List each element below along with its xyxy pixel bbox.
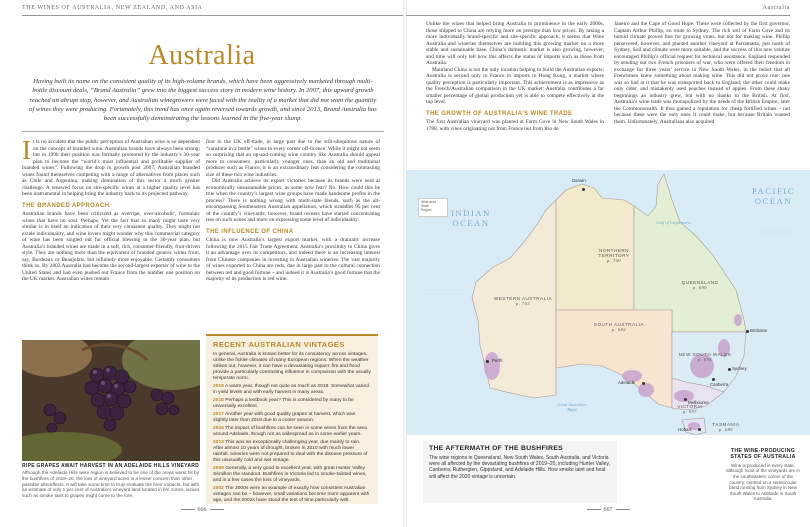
body-paragraph: Janeiro and the Cape of Good Hope. These were collected by the first governor, Captain Arthur Phillip, en route to Sydney. The rich soil of Farm Cove and its humid climate proved fine for growing vines, but not for making wine. Phillip persevered, however, and planted another vineyard at Parramatta, just north of Sydney. Soil and climate were more suitable, and the success of this new venture encouraged Phillip’s official request for technical assistance. England responded by sending out two French prisoners of war, who were offered their freedom in exchange for three years’ service in New South Wales, in the belief that all Frenchmen knew something about making wine. This did not prove true: one was so bad at it that he was transported back to England; the other could make only cider, and mistakenly used peaches instead of apples. From these shaky beginnings an industry grew, but with no thanks to the British. At first, Australia’s wine trade was monopolized by the needs of the British Empire, later the Commonwealth. It thus gained a reputation for cheap fortified wines – not because these were the only ones it could make, but because Britain wanted them. Unfortunately, Australians also acquired <box>614 21 790 125</box>
subheading-growth: THE GROWTH OF AUSTRALIA’S WINE TRADE <box>426 110 573 117</box>
running-head: THE WINES OF AUSTRALIA, NEW ZEALAND, AND ASIA <box>22 5 203 11</box>
left-column-1 <box>22 135 200 283</box>
running-head: Australia <box>762 5 790 11</box>
map-legend <box>418 198 448 217</box>
vintages-sidebar <box>206 334 378 504</box>
city-sydney: Sydney <box>732 366 747 371</box>
legend-item: State <box>421 204 429 208</box>
photo-caption-title: RIPE GRAPES AWAIT HARVEST IN AN ADELAIDE HILLS VINEYARD <box>22 463 200 469</box>
vineyard-grapes-photo <box>22 340 200 461</box>
legend-title: Wine area <box>421 200 437 204</box>
vintage-item <box>213 412 371 424</box>
vintage-item <box>213 384 371 396</box>
body-paragraph: Australian brands have been criticized as overripe, over-alcoholic, formulaic wines that have no soul. Perhaps. Yet the fact that so many might taste very similar is in itself an indication of their very consistent quality. They might not exude individuality, and wine lovers might wonder why this commercial category of wine has been singled out for official blessing in the 30-year plan, but Australia’s branded wines are made in a soft, rich, consumer-friendly, fruit-driven style. They are nothing more than the equivalent of branded generic wines from, say, Bordeaux or Beaujolais, but infinitely more enjoyable. Certainly consumers think so. By 2003 Australia had become the second-largest exporter of wine to the United States and had even pushed out France from the number one position on the UK market. Australian wines remain <box>22 211 200 282</box>
region-label-wa: WESTERN AUSTRALIA p. 703 <box>493 296 553 306</box>
vintage-year: 2017 <box>213 412 224 417</box>
bushfires-text: The wine regions in Queensland, New South Wales, South Australia, and Victoria were all affected by the devastating bushfires of 2019–20, including Hunter Valley, Canberra, Rutherglen, Gippsland, and Adelaide Hills. How smoke taint and heat will affect the 2020 vintage is uncertain. <box>429 455 610 480</box>
body-paragraph: first in the UK off-trade, in large part due to the still-ubiquitous nature of “sunshine in a bottle” wines in every corner off-licence. While it might not seem so surprising that an up-and-coming wine country like Australia should appeal more to consumers, particularly younger ones, than an old and traditional producer such as France, it is an extraordinary feat considering the contrasting size of these two wine industries. <box>206 139 380 178</box>
subheading-china: THE INFLUENCE OF CHINA <box>206 228 294 235</box>
city-dot <box>486 360 489 363</box>
vintages-title: RECENT AUSTRALIAN VINTAGES <box>213 340 345 349</box>
body-paragraph: t is no accident that the public perception of Australian wine is so dependent on the concept of branded wine. Australian brands have always been strong; but in 1996 their position was formally promoted by the industry’s 30-year plan to become the “world’s most influential and profitable supplier of branded wines”. Following the drop in growth post 2007, Australian branded wines found themselves competing with a range of alternatives from places such as Chile and Argentina, making domination of this sector a much greater challenge. A renewed focus on site-specific wines at a higher quality level has been instrumental in helping bring the industry back to its projected pathway. <box>22 139 200 197</box>
right-column-1 <box>426 21 604 132</box>
city-dot <box>712 378 715 381</box>
region-label-qld: QUEENSLAND p. 699 <box>681 280 719 290</box>
vintage-year: 2018 <box>213 398 224 403</box>
vintage-text: A warm year, though not quite as much as 2018. Somewhat varied in yield levels and with early harvest in many areas. <box>213 384 369 395</box>
body-paragraph: Mainland China is not the only location helping to build the Australian exports: Australia is second only to France in imports to Hong Kong, a market where quality perception is particularly important. This achievement is as impressive as the French/Australian comparison in the UK market: Australia contributes a far smaller percentage of global production yet is able to compete effectively at the top level. <box>426 66 604 105</box>
city-dot <box>684 398 687 401</box>
header-rule <box>22 15 404 16</box>
legend-item: Region <box>421 208 432 212</box>
subheading-branded: THE BRANDED APPROACH <box>22 202 110 209</box>
body-paragraph: Unlike the wines that helped bring Australia to prominence in the early 2000s, those shipped to China are relying more on prestige than low prices. By taking a more individually brand-specific and site-specific approach, it seems that Wine Australia and wineries themselves are building this growing market on a more stable and sustainable base. China’s domestic market is also growing, however, and time will only tell how this affects the status of imports such as those from Australia. <box>426 21 604 66</box>
city-brisbane: Brisbane <box>750 328 768 333</box>
drop-cap: I <box>22 135 31 165</box>
city-dot <box>698 428 701 431</box>
pacific-ocean-label: PACIFIC OCEAN <box>751 186 795 206</box>
left-page <box>0 0 404 527</box>
indian-ocean-label: INDIAN OCEAN <box>451 208 491 228</box>
bight-label: Great Australian Bight <box>557 402 587 412</box>
vintage-text: Generally, a very good to excellent year, with great Hunter Valley Sémillon the standout. Bushfires in Victoria led to smoke-tainted wines, and in a few cases the loss of vineyards. <box>213 466 367 483</box>
wine-states-title: THE WINE-PRODUCING STATES OF AUSTRALIA <box>730 448 796 461</box>
city-hobart: Hobart <box>678 427 692 432</box>
region-northern-territory <box>556 184 634 310</box>
wine-states-caption <box>726 448 800 502</box>
city-canberra: Canberra <box>710 382 729 387</box>
photo-caption: Although the Adelaide Hills were region is believed to be one of the areas worst hit by the bushfires of 2019–20, the loss of vineyard acres is a lesser concern than other possible aftereffects. It will take some time to truly evaluate the fires’ impacts, but with an estimate of only 1 per cent of Australia’s vineyard land located in fire zones, issues such as smoke taint to grapes might come to the fore. <box>22 470 200 499</box>
city-melbourne: Melbourne <box>688 400 709 405</box>
city-adelaide: Adelaide <box>618 380 636 385</box>
city-dot <box>728 368 731 371</box>
header-rule <box>406 15 790 16</box>
body-paragraph: The first Australian vineyard was planted at Farm Cove in New South Wales in 1788, with vines originating not from France but from Rio de <box>426 119 604 132</box>
region-label-nsw: NEW SOUTH WALES p. 694 <box>678 352 732 362</box>
body-paragraph: Did Australia achieve its export victories because its brands were sold at economically unsustainable prices, as some now fear? No. How could this be true when the country’s largest wine groups have made handsome profits in the process? There is nothing wrong with multi-state blends, such as the all-encompassing Southeastern Australian appellation, which straddles 95 per cent of the country’s vineyards; however, brand owners have started concentrating less on such wines and more on expressing some level of individuality. <box>206 178 380 223</box>
right-page <box>406 0 810 527</box>
city-perth: Perth <box>492 358 503 363</box>
region-label-sa: SOUTH AUSTRALIA p. 682 <box>593 322 645 332</box>
vintage-text: The impact of bushfires can be seen in some wines from the area around Adelaide, though not as widespread as in some earlier years. <box>213 426 367 437</box>
australia-wine-map <box>406 170 810 435</box>
gulf-label: Gulf of Carpentaria <box>656 220 692 225</box>
vintage-year: 2019 <box>213 384 224 389</box>
vintage-item <box>213 426 371 438</box>
body-paragraph: China is now Australia’s largest export market, with a dramatic increase following the 2015 Fair Trade Agreement. Australia’s proximity to China gives it an advantage over its competitors, and indeed there is an increasing interest from Chinese companies in investing in Australian wineries. The vast majority of wines exported to China are reds, due in large part to the cultural connection between red and good fortune – and indeed it is Australia’s good fortune that the majority of its production is red wine. <box>206 237 380 282</box>
region-label-vic: VICTORIA p. 697 <box>677 404 703 414</box>
vintage-text: Perhaps a textbook year? This is considered by many to be universally excellent. <box>213 398 354 409</box>
vintage-year: 2015 <box>213 426 224 431</box>
vintage-text: The 2000s were an example of exactly how consistent Australian vintages can be – however, small variations become more apparent with age, and the 2002s have stood the test of time particularly well. <box>213 486 370 503</box>
wine-states-text: Wine is produced in every state, although most of the vineyards are in the southeastern corner of the country, centred on a semicircular band running from Sydney in New South Wales to Adelaide in South Australia. <box>726 462 800 502</box>
right-column-2 <box>614 21 790 125</box>
region-label-tas: TASMANIA p. 689 <box>712 422 740 432</box>
vintage-item <box>213 486 371 504</box>
bushfires-box <box>423 441 617 503</box>
city-dot <box>642 382 645 385</box>
vintage-text: Another year with good quality grapes at harvest, which was slightly later than 2018 due to a cooler season. <box>213 412 356 423</box>
vintage-item <box>213 466 371 484</box>
vintage-year: 2013 <box>213 440 224 445</box>
intro-paragraph: Having built its name on the consistent quality of its high-volume brands, which have been aggressively marketed through multi-bottle discount deals, “Brand Australia” grew into the biggest success story in modern wine history. In 2007, this upward growth reached an abrupt stop, however, and Australian winegrowers were faced with the reality of a market that did not want the quantity of wines they were producing. Fortunately, this trend has once again reversed towards growth, and since 2013, Brand Australia has been successfully demonstrating the lessons learned in the five-year slump. <box>29 78 377 123</box>
vintage-year: 2002 <box>213 486 224 491</box>
city-dot <box>582 188 585 191</box>
vintage-text: This was an exceptionally challenging year, due mainly to rain. After almost 10 years of drought, broken in 2010 with much lower rainfall, wineries were not prepared to deal with the disease pressure of this unusually cold and wet vintage. <box>213 440 368 463</box>
vintage-item <box>213 440 371 464</box>
grapes-illustration <box>22 340 200 461</box>
page-number: 666 <box>172 507 232 513</box>
city-darwin: Darwin <box>572 178 586 183</box>
region-label-nt: NORTHERN TERRITORY p. 700 <box>598 248 630 263</box>
page-title: Australia <box>148 40 256 71</box>
page-number: 667 <box>578 507 638 513</box>
vintages-intro: In general, Australia is known better for its consistency across vintages, unlike the fickler climates of many European regions. When the weather strikes out, however, it can have a devastating impact: fire and flood provide a particularly contrasting influence in comparison with the usually temperate norm. <box>213 352 371 381</box>
vintage-year: 2009 <box>213 466 224 471</box>
bushfires-title: THE AFTERMATH OF THE BUSHFIRES <box>429 445 563 452</box>
intro-rule <box>22 131 384 132</box>
left-column-2 <box>206 139 380 283</box>
vintage-item <box>213 398 371 410</box>
city-dot <box>746 330 749 333</box>
